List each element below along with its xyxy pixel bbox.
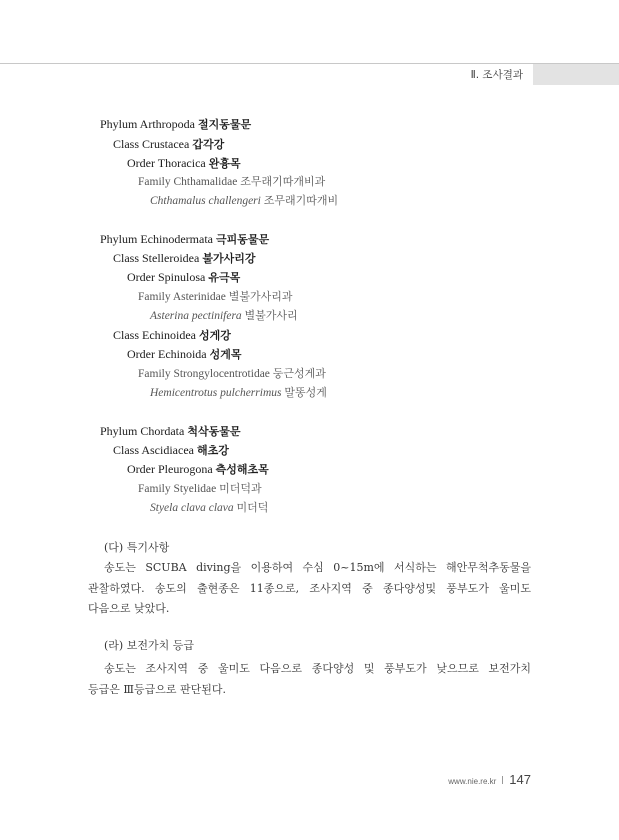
page-number: 147	[509, 772, 531, 787]
section-title-features: (다) 특기사항	[104, 541, 170, 554]
taxon-family	[138, 482, 262, 496]
taxon-latin: Family Asterinidae	[138, 291, 226, 303]
taxon-order	[127, 156, 241, 171]
taxon-latin: Family Strongylocentrotidae	[138, 368, 270, 380]
taxon-latin: Styela clava clava	[150, 502, 234, 514]
taxon-latin: Order Thoracica	[127, 156, 206, 170]
taxon-latin: Class Crustacea	[113, 137, 190, 151]
taxon-class	[113, 137, 224, 152]
taxon-korean: 말똥성게	[284, 386, 327, 399]
taxon-phylum	[100, 232, 269, 247]
taxon-korean: 완흉목	[208, 157, 241, 170]
taxon-korean: 유극목	[208, 271, 241, 284]
taxon-korean: 불가사리강	[202, 252, 256, 265]
taxon-phylum	[100, 117, 251, 132]
taxon-korean: 측성해초목	[215, 463, 269, 476]
taxon-latin: Family Chthamalidae	[138, 176, 238, 188]
taxon-latin: Chthamalus challengeri	[150, 195, 261, 207]
taxon-latin: Phylum Chordata	[100, 424, 185, 438]
taxon-korean: 해초강	[196, 444, 229, 457]
taxon-korean: 별불가사리과	[228, 290, 293, 303]
taxon-korean: 조무래기따개비과	[240, 175, 326, 188]
paragraph-line: 송도는 SCUBA diving을 이용하여 수심 0~15m에 서식하는 해안무척추동물을	[104, 561, 531, 574]
taxon-korean: 성게목	[209, 348, 242, 361]
header-rule	[0, 63, 619, 64]
taxon-latin: Order Echinoida	[127, 347, 207, 361]
taxon-order	[127, 462, 269, 477]
paragraph-line: 관찰하였다. 송도의 출현종은 11종으로, 조사지역 중 종다양성및 풍부도가 울미도	[88, 582, 531, 595]
taxon-family	[138, 367, 326, 381]
taxon-korean: 미더덕과	[219, 482, 262, 495]
taxon-class	[113, 251, 255, 266]
taxon-latin: Order Pleurogona	[127, 462, 213, 476]
taxon-korean: 극피동물문	[215, 233, 270, 246]
header-tab-block	[533, 64, 619, 85]
taxon-korean: 조무래기따개비	[263, 194, 339, 207]
paragraph-line: 다음으로 낮았다.	[88, 602, 170, 615]
taxon-korean: 절지동물문	[198, 118, 252, 131]
taxon-latin: Class Ascidiacea	[113, 443, 194, 457]
taxon-korean: 척삭동물문	[187, 425, 241, 438]
taxon-order	[127, 270, 240, 285]
section-title-conservation: (라) 보전가치 등급	[104, 639, 194, 652]
taxon-species	[150, 386, 327, 400]
taxon-korean: 갑각강	[192, 138, 225, 151]
taxon-order	[127, 347, 242, 362]
taxon-species	[150, 194, 338, 208]
taxon-latin: Family Styelidae	[138, 483, 217, 495]
taxon-phylum	[100, 424, 240, 439]
paragraph-line: 등급은 Ⅲ등급으로 판단된다.	[88, 683, 226, 696]
taxon-species	[150, 309, 298, 323]
taxon-class	[113, 443, 229, 458]
taxon-korean: 둥근성게과	[272, 367, 326, 380]
taxon-latin: Phylum Echinodermata	[100, 232, 213, 246]
taxon-family	[138, 175, 325, 189]
running-header: Ⅱ. 조사결과	[470, 69, 523, 81]
page-footer	[448, 772, 531, 787]
footer-divider	[502, 776, 503, 784]
taxon-class	[113, 328, 231, 343]
paragraph-line: 송도는 조사지역 중 울미도 다음으로 종다양성 및 풍부도가 낮으므로 보전가치	[104, 662, 531, 675]
taxon-latin: Phylum Arthropoda	[100, 117, 195, 131]
taxon-korean: 성게강	[198, 329, 231, 342]
footer-url: www.nie.re.kr	[448, 777, 497, 786]
taxon-latin: Class Echinoidea	[113, 328, 196, 342]
taxon-latin: Hemicentrotus pulcherrimus	[150, 387, 282, 399]
taxon-latin: Asterina pectinifera	[150, 310, 242, 322]
taxon-korean: 별불가사리	[244, 309, 298, 322]
taxon-latin: Class Stelleroidea	[113, 251, 200, 265]
taxon-korean: 미더덕	[236, 501, 269, 514]
taxon-family	[138, 290, 292, 304]
taxon-species	[150, 501, 268, 515]
taxon-latin: Order Spinulosa	[127, 270, 206, 284]
